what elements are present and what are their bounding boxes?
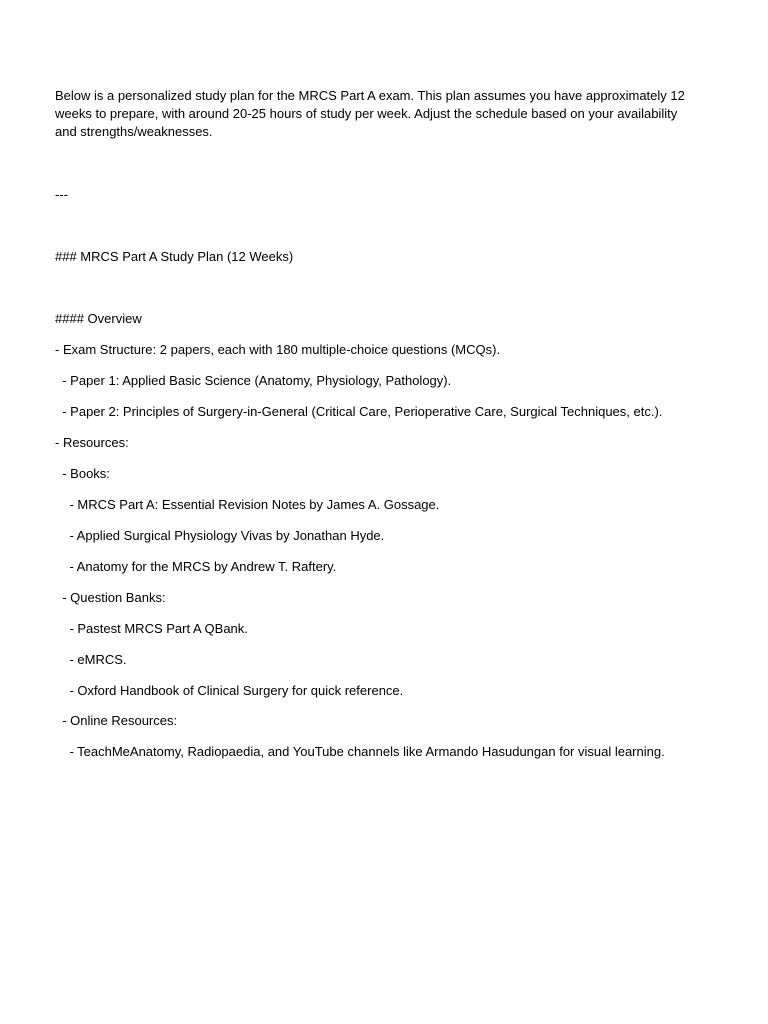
list-item-resources: - Resources:: [55, 435, 129, 450]
list-item-paper-2: - Paper 2: Principles of Surgery-in-General (Critical Care, Perioperative Care, Surgical Techniques, etc.).: [55, 404, 663, 419]
list-item-paper-1: - Paper 1: Applied Basic Science (Anatomy, Physiology, Pathology).: [55, 373, 452, 388]
list-item-exam-structure: - Exam Structure: 2 papers, each with 180 multiple-choice questions (MCQs).: [55, 342, 501, 357]
list-item-books: - Books:: [55, 466, 110, 481]
intro-paragraph: Below is a personalized study plan for the MRCS Part A exam. This plan assumes you have approximately 12 weeks to prepare, with around 20-25 hours of study per week. Adjust the schedule based on your availability and strengths/weaknesses.: [55, 88, 685, 139]
list-item-book-raftery: - Anatomy for the MRCS by Andrew T. Raftery.: [55, 559, 337, 574]
list-item-emrcs: - eMRCS.: [55, 652, 127, 667]
plan-heading: ### MRCS Part A Study Plan (12 Weeks): [55, 249, 294, 264]
list-item-online-resources: - Online Resources:: [55, 713, 178, 728]
list-item-question-banks: - Question Banks:: [55, 590, 166, 605]
list-item-teachmeanatomy: - TeachMeAnatomy, Radiopaedia, and YouTube channels like Armando Hasudungan for visual learning.: [55, 744, 665, 759]
list-item-pastest: - Pastest MRCS Part A QBank.: [55, 621, 248, 636]
overview-subheading: #### Overview: [55, 311, 142, 326]
separator-line: ---: [55, 187, 68, 202]
list-item-oxford-handbook: - Oxford Handbook of Clinical Surgery for quick reference.: [55, 683, 404, 698]
list-item-book-gossage: - MRCS Part A: Essential Revision Notes by James A. Gossage.: [55, 497, 440, 512]
list-item-book-hyde: - Applied Surgical Physiology Vivas by Jonathan Hyde.: [55, 528, 385, 543]
